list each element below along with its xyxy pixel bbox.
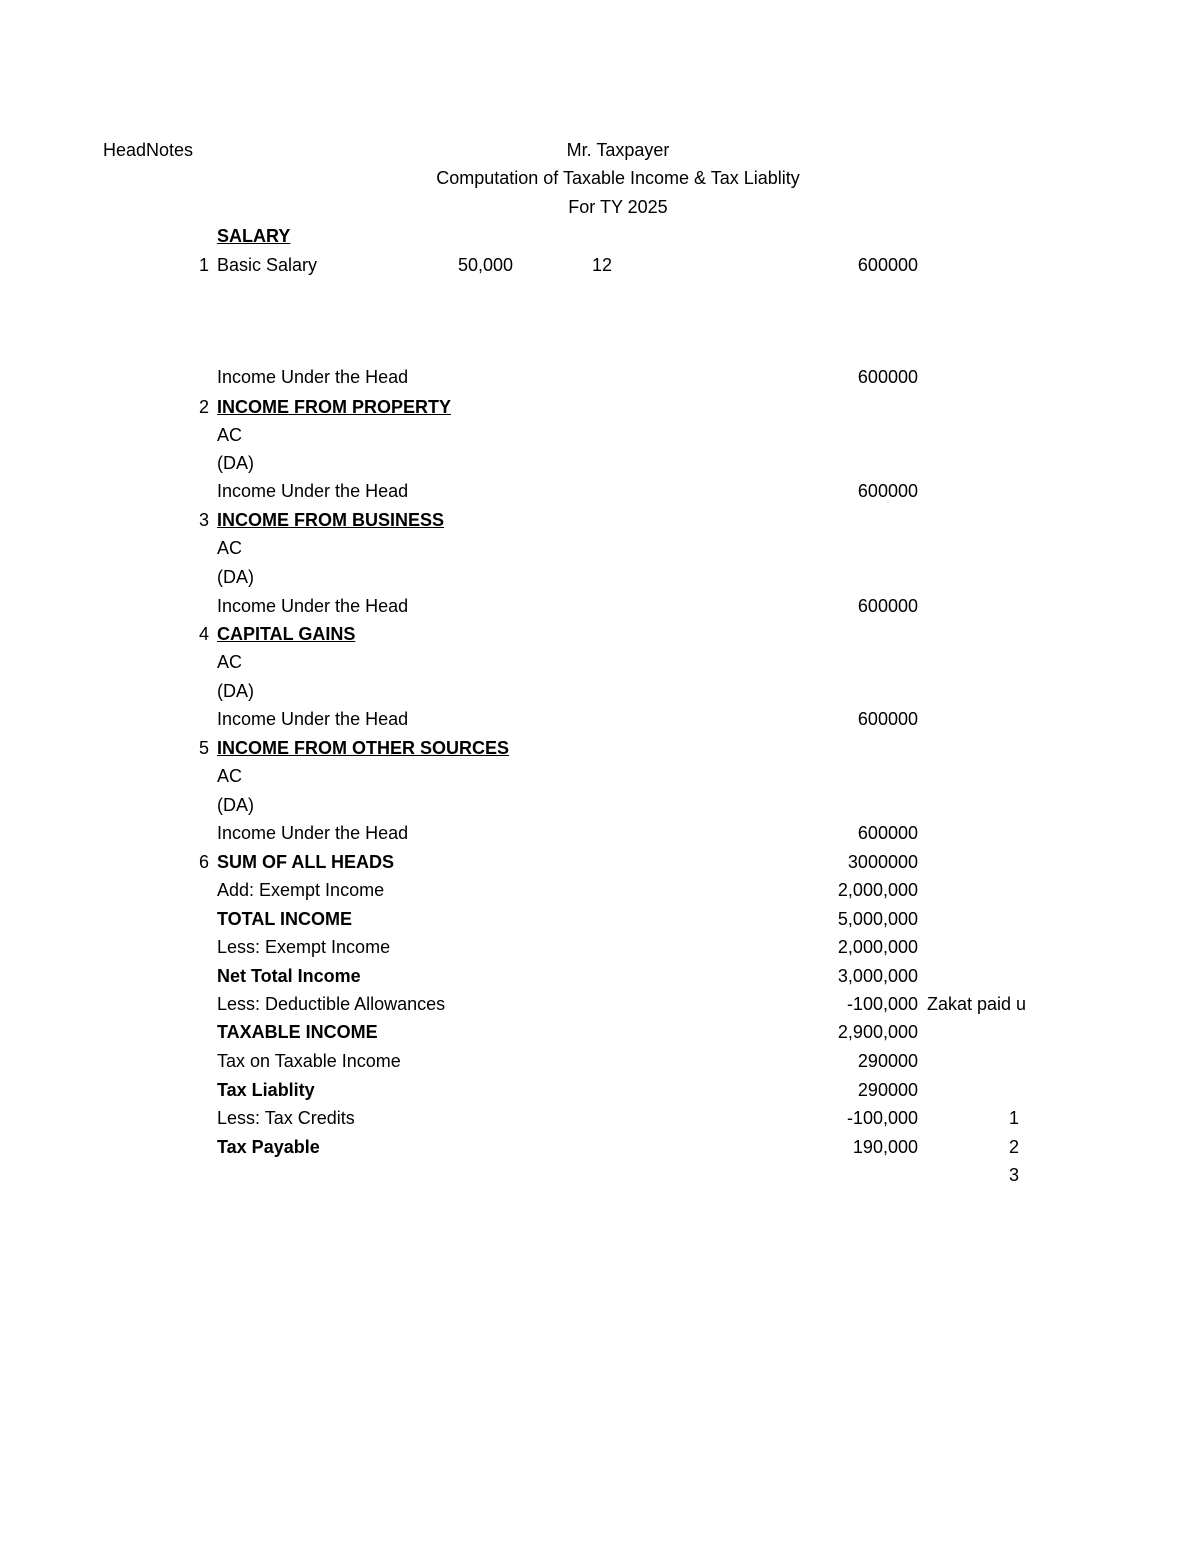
page-title: Computation of Taxable Income & Tax Liablity [436,168,800,188]
side-number: 1 [1008,1108,1019,1128]
total-income-value: 5,000,000 [837,909,918,929]
taxable-income-value: 2,900,000 [837,1022,918,1042]
tax-on-taxable-income-value: 290000 [857,1051,918,1071]
tax-on-taxable-income-label: Tax on Taxable Income [217,1051,401,1071]
row-number: 2 [198,397,209,417]
total-income-label: TOTAL INCOME [217,909,352,929]
tax-credits-value: -100,000 [846,1108,918,1128]
ac-label: AC [217,766,243,786]
taxpayer-name: Mr. Taxpayer [566,140,670,160]
row-number: 6 [198,852,209,872]
tax-payable-label: Tax Payable [217,1137,320,1157]
income-under-head-value: 600000 [857,709,918,729]
row-number: 4 [198,624,209,644]
tax-liability-value: 290000 [857,1080,918,1100]
headnotes-label: HeadNotes [103,140,194,160]
income-under-head-label: Income Under the Head [217,481,409,501]
row-number: 3 [198,510,209,530]
add-exempt-income-label: Add: Exempt Income [217,880,385,900]
income-under-head-value: 600000 [857,823,918,843]
income-under-head-value: 600000 [857,481,918,501]
income-under-head-value: 600000 [857,596,918,616]
annual-salary: 600000 [857,255,918,275]
da-label: (DA) [217,681,254,701]
tax-year: For TY 2025 [568,197,668,217]
add-exempt-income-value: 2,000,000 [837,880,918,900]
sum-of-heads-value: 3000000 [847,852,918,872]
side-number: 3 [1008,1165,1019,1185]
income-under-head-label: Income Under the Head [217,709,409,729]
row-number: 5 [198,738,209,758]
property-heading: INCOME FROM PROPERTY [217,397,452,417]
row-number: 1 [198,255,209,275]
net-total-income-label: Net Total Income [217,966,361,986]
other-sources-heading: INCOME FROM OTHER SOURCES [217,738,510,758]
ac-label: AC [217,652,243,672]
deductible-allowances-value: -100,000 [846,994,918,1014]
income-under-head-label: Income Under the Head [217,823,409,843]
tax-liability-label: Tax Liablity [217,1080,315,1100]
ac-label: AC [217,425,243,445]
da-label: (DA) [217,567,254,587]
basic-salary-label: Basic Salary [217,255,318,275]
salary-heading: SALARY [217,226,291,246]
income-under-head-label: Income Under the Head [217,367,409,387]
deductible-note: Zakat paid u [927,994,1027,1014]
taxable-income-label: TAXABLE INCOME [217,1022,378,1042]
monthly-salary: 50,000 [457,255,513,275]
tax-payable-value: 190,000 [852,1137,918,1157]
income-under-head-value: 600000 [857,367,918,387]
less-exempt-income-value: 2,000,000 [837,937,918,957]
side-number: 2 [1008,1137,1019,1157]
tax-credits-label: Less: Tax Credits [217,1108,355,1128]
deductible-allowances-label: Less: Deductible Allowances [217,994,446,1014]
sum-of-heads-label: SUM OF ALL HEADS [217,852,395,872]
capital-gains-heading: CAPITAL GAINS [217,624,356,644]
months-count: 12 [592,255,613,275]
income-under-head-label: Income Under the Head [217,596,409,616]
business-heading: INCOME FROM BUSINESS [217,510,445,530]
da-label: (DA) [217,453,254,473]
less-exempt-income-label: Less: Exempt Income [217,937,391,957]
net-total-income-value: 3,000,000 [837,966,918,986]
da-label: (DA) [217,795,254,815]
ac-label: AC [217,538,243,558]
